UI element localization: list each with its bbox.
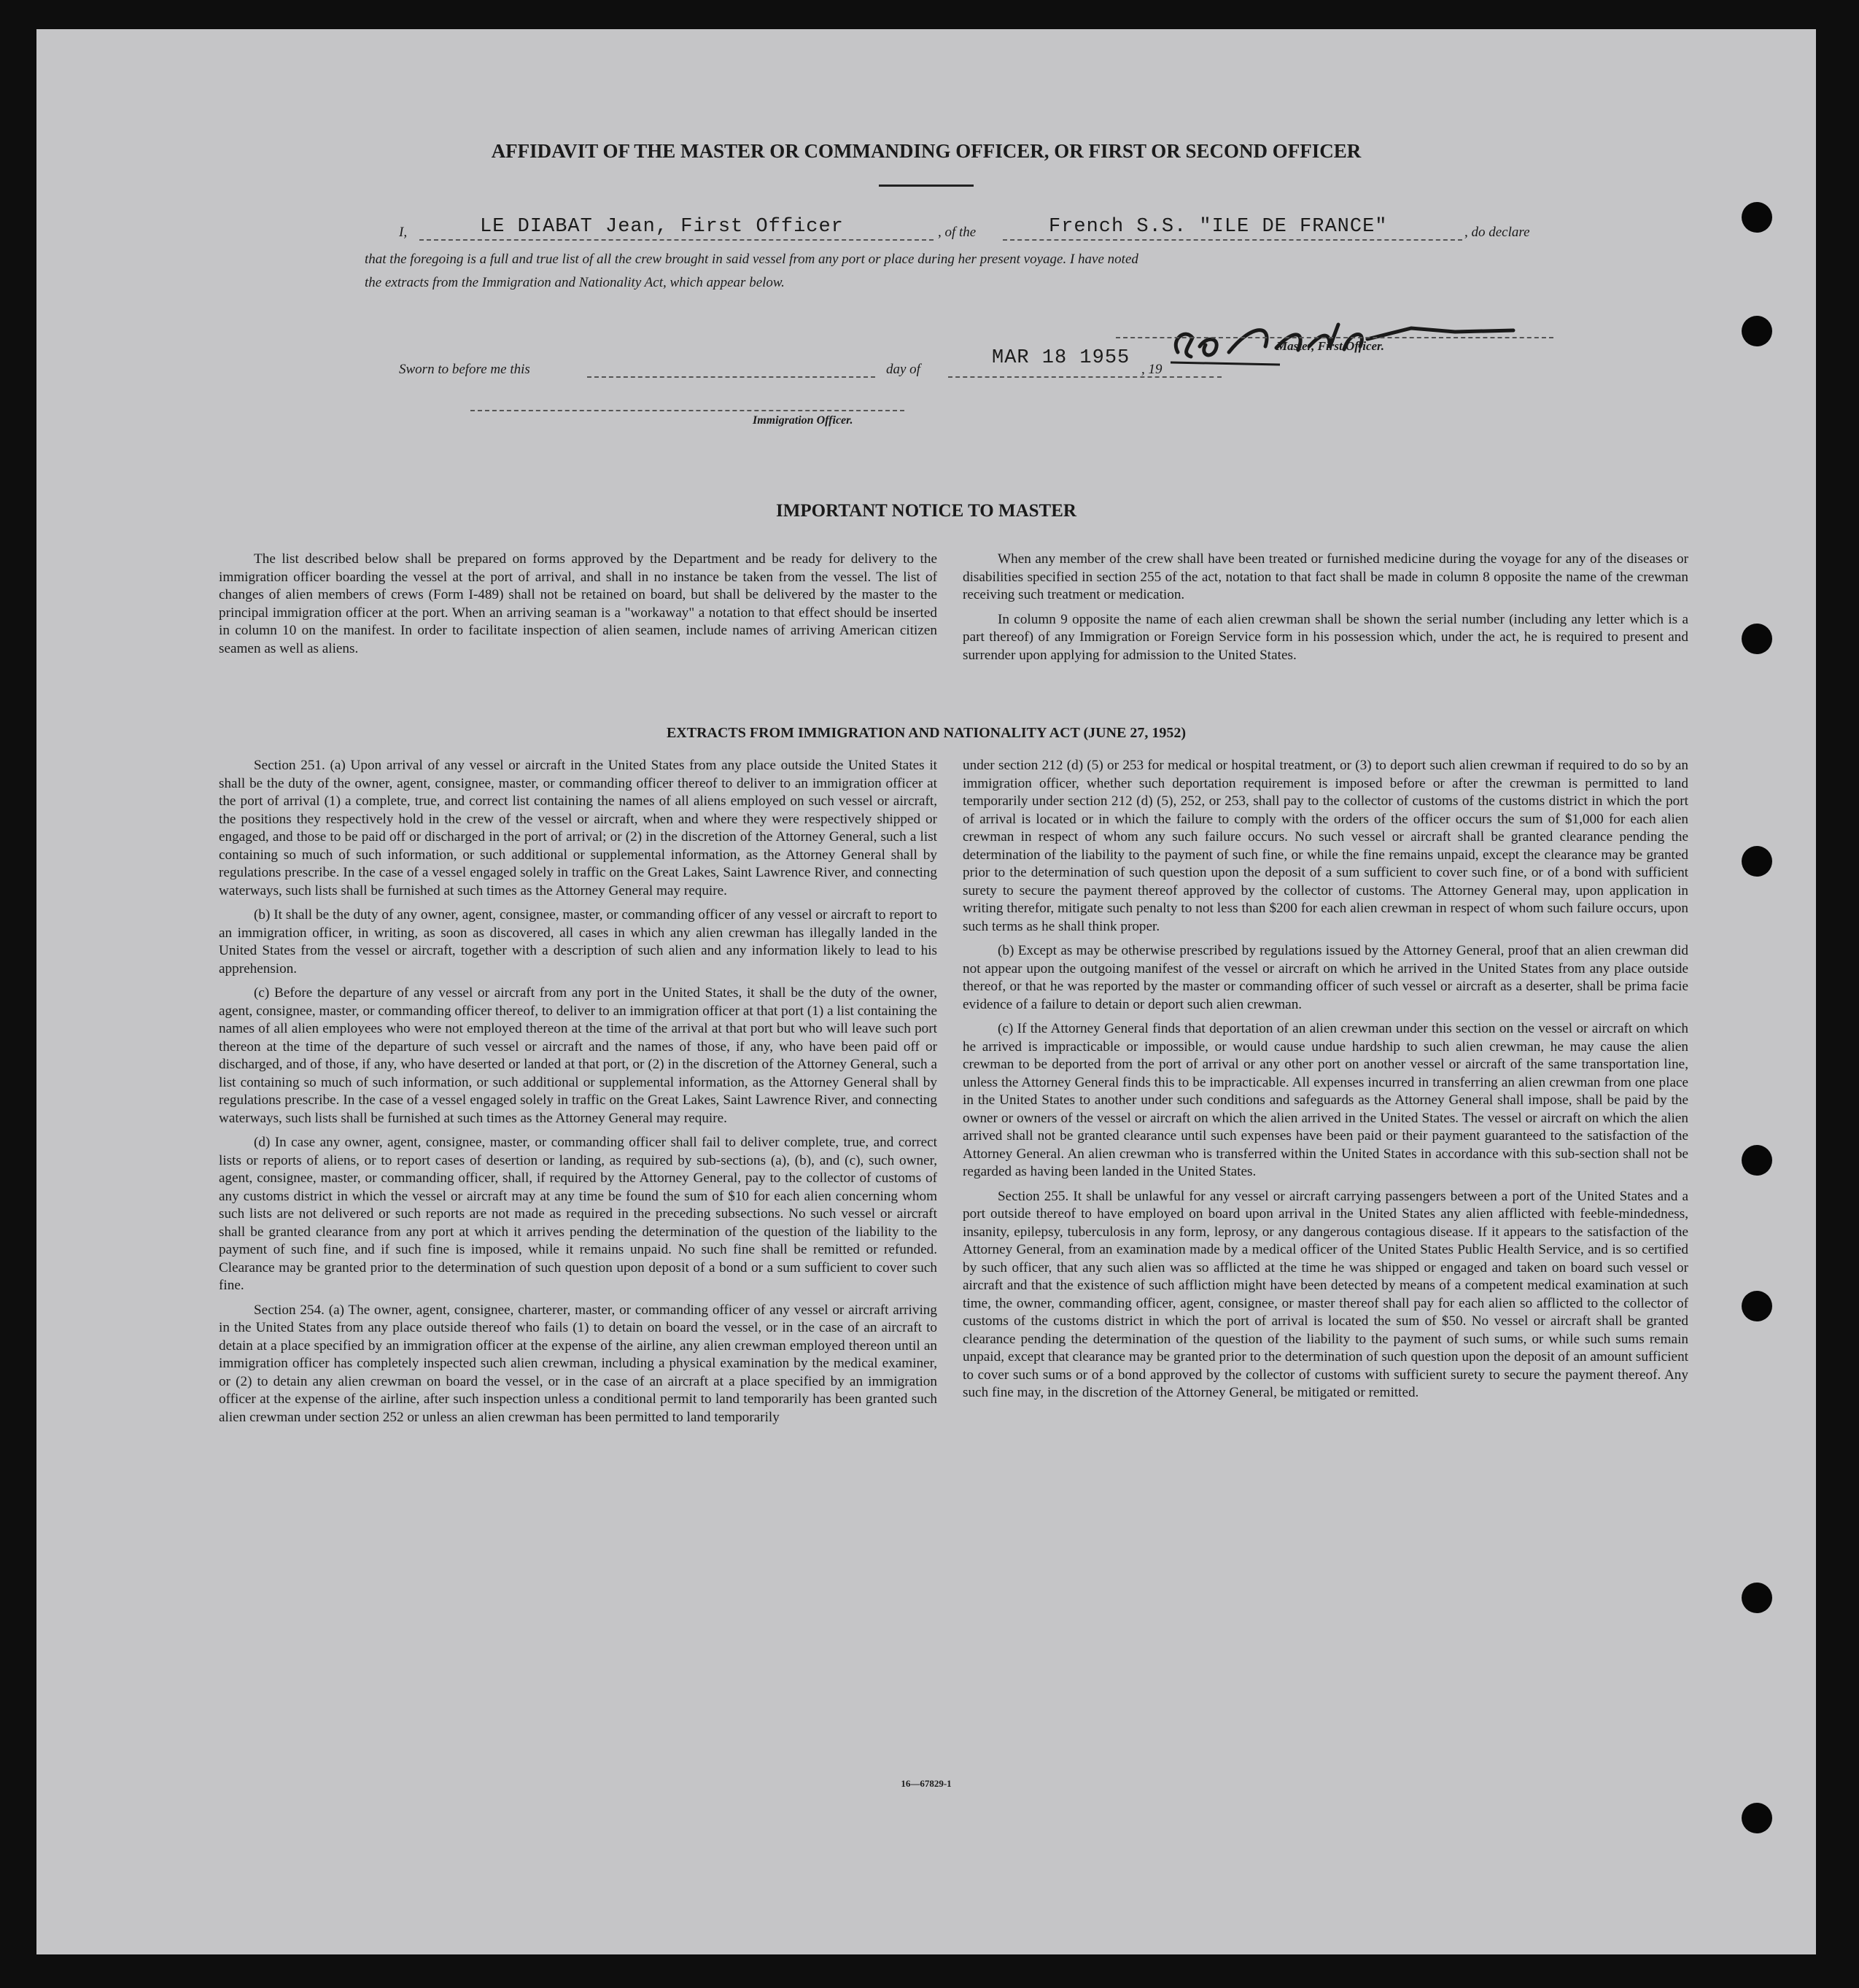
extract-right-section-254b: (b) Except as may be otherwise prescribed by regulations issued by the Attorney General, proof that an alien crewman did not appear upon the outgoing manifest of the vessel or aircraft on which he arrived in the United States from any place outside thereof, or that he was reported by the master or commanding officer of such vessel or aircraft as a deserter, shall be prima facie evidence of a failure to detain or deport such alien crewman.	[963, 943, 1688, 1012]
vessel-name-field: French S.S. "ILE DE FRANCE"	[1049, 216, 1388, 238]
date-stamp: MAR 18 1955	[992, 347, 1130, 369]
title-rule	[879, 185, 974, 187]
day-of-label: day of	[886, 362, 920, 377]
binder-hole-2	[1742, 316, 1772, 346]
sworn-day-line	[587, 376, 875, 378]
year-suffix: , 19	[1141, 362, 1163, 377]
officer-name-line	[419, 239, 934, 241]
declaration-line-3: the extracts from the Immigration and Nationality Act, which appear below.	[365, 275, 785, 290]
do-declare-label: , do declare	[1464, 225, 1530, 240]
declaration-i-label: I,	[399, 225, 408, 240]
binder-hole-8	[1742, 1803, 1772, 1833]
extract-right-section-254c: (c) If the Attorney General finds that deportation of an alien crewman under this section on the vessel or aircraft on which he arrived is impracticable or impossible, or would cause undue hardship to such alien crewman, he may cause the alien crewman to be deported from the port of arrival or any other port on another vessel or aircraft of the same transportation line, unless the Attorney General finds this to be impracticable. All expenses incurred in transferring an alien crewman from one place in the United States to another under such conditions and safeguards as the Attorney General shall impose, shall be paid by the owner or owners of the vessel or aircraft on which the alien arrived in the United States. The vessel or aircraft on which the alien arrived shall not be granted clearance until such expenses have been paid or their payment guaranteed to the satisfaction of the Attorney General. An alien crewman who is transferred within the United States in accordance with this sub-section shall not be regarded as having been landed in the United States.	[963, 1021, 1688, 1179]
extract-right-section-255: Section 255. It shall be unlawful for any vessel or aircraft carrying passengers between a port of the United States and a port outside thereof to have employed on board upon arrival in the United States any alien afflicted with feeble-mindedness, insanity, epilepsy, tuberculosis in any form, leprosy, or any dangerous contagious disease. If it appears to the satisfaction of the Attorney General, from an examination made by a medical officer of the United States Public Health Service, and is so certified by such officer, that any such alien was so afflicted at the time he was shipped or engaged and taken on board such vessel or aircraft and that the existence of such affliction might have been detected by means of a competent medical examination at such time, the owner, commanding officer, agent, consignee, or master thereof shall pay for each alien so afflicted to the collector of customs of the customs district in which the port of arrival is located the sum of $50. No vessel or aircraft shall be granted clearance pending the determination of the question of the liability to the payment of such sums, or while such sums remain unpaid, except that clearance may be granted prior to the determination of such question upon the deposit of an amount sufficient to cover such sums or of a bond approved by the collector of customs with sufficient surety to secure the payment thereof. Any such fine may, in the discretion of the Attorney General, be mitigated or remitted.	[963, 1188, 1688, 1400]
officer-name-field: LE DIABAT Jean, First Officer	[480, 216, 844, 238]
document-sheet	[36, 29, 1816, 1954]
binder-hole-3	[1742, 624, 1772, 654]
extracts-right-column	[963, 757, 1688, 1409]
extract-right-section-254a-cont: under section 212 (d) (5) or 253 for medical or hospital treatment, or (3) to deport such alien crewman if required to do so by an immigration officer, whether such deportation requirement is imposed before or after the crewman is permitted to land temporarily under section 212 (d) (5), 252, or 253, shall pay to the collector of customs of the customs district in which the port of arrival is located or in which the failure to comply with the orders of the officer occurs the sum of $1,000 for each alien crewman in respect of whom any such failure occurs. No such vessel or aircraft shall be granted clearance pending the determination of the liability to the payment of such fine, or while the fine remains unpaid, except the clearance may be granted prior to the determination of such question upon the deposit of a sum sufficient to cover such fine, or of a bond with sufficient surety to secure the payment thereof approved by the collector of customs. The Attorney General may, upon application in writing therefor, mitigate such penalty to not less than $200 for each alien crewman in respect of whom such failure occurs, upon such terms as he shall think proper.	[963, 758, 1688, 934]
extract-left-section-251c: (c) Before the departure of any vessel or aircraft from any port in the United States, it shall be the duty of the owner, agent, consignee, master, or commanding officer thereof, to deliver to an immigration officer at that port (1) a list containing the names of all alien employees who were not employed thereon at the time of the arrival at that port but who will leave such port thereon at the time of the departure of such vessel or aircraft and the names of those, if any, who have been paid off or discharged, and of those, if any, who have deserted or landed at that port, or (2) in the discretion of the Attorney General, such a list containing so much of such information, or such additional or supplemental information, as the Attorney General shall by regulations prescribe. In the case of a vessel engaged solely in traffic on the Great Lakes, Saint Lawrence River, and connecting waterways, such lists shall be furnished at such times as the Attorney General may require.	[219, 985, 937, 1126]
extract-left-section-254a: Section 254. (a) The owner, agent, consignee, charterer, master, or commanding officer of any vessel or aircraft arriving in the United States from any place outside thereof who fails (1) to detain on board the vessel, or in the case of an aircraft to detain at a place specified by an immigration officer at the expense of the airline, any alien crewman employed thereon until an immigration officer has completely inspected such alien crewman, including a physical examination by the medical examiner, or (2) to detain any alien crewman on board the vessel, or in the case of an aircraft at a place specified by an immigration officer at the expense of the airline, after such inspection unless a conditional permit to land temporarily has been granted such alien crewman under section 252 or unless an alien crewman has been permitted to land temporarily	[219, 1302, 937, 1425]
extract-left-section-251b: (b) It shall be the duty of any owner, agent, consignee, master, or commanding officer of any vessel or aircraft to report to an immigration officer, in writing, as soon as discovered, all cases in which any alien crewman has illegally landed in the United States from the vessel or aircraft, together with a description of such alien and any information likely to lead to his apprehension.	[219, 907, 937, 976]
extract-left-section-251a: Section 251. (a) Upon arrival of any vessel or aircraft in the United States from any place outside the United States it shall be the duty of the owner, agent, consignee, master, or commanding officer thereof to deliver to an immigration officer at the port of arrival (1) a complete, true, and correct list containing the names of all aliens employed on such vessel or aircraft, the positions they respectively hold in the crew of the vessel or aircraft, when and where they were respectively shipped or engaged, and those to be paid off or discharged in the port of arrival; or (2) in the discretion of the Attorney General, such a list containing so much of such information, or such additional or supplemental information, as the Attorney General shall by regulations prescribe. In the case of a vessel engaged solely in traffic on the Great Lakes, Saint Lawrence River, and connecting waterways, such lists shall be furnished at such times as the Attorney General may require.	[219, 758, 937, 898]
of-the-label: , of the	[938, 225, 977, 240]
immigration-officer-label: Immigration Officer.	[753, 414, 853, 427]
notice-right-paragraph-1: When any member of the crew shall have been treated or furnished medicine during the voyage for any of the diseases or disabilities specified in section 255 of the act, notation to that fact shall be made in column 8 opposite the name of the crewman receiving such treatment or medication.	[963, 551, 1688, 602]
sworn-label: Sworn to before me this	[399, 362, 530, 377]
signature-title: Master, First Officer.	[1276, 339, 1384, 353]
signature-line	[1116, 337, 1553, 338]
binder-hole-4	[1742, 846, 1772, 877]
notice-right-column	[963, 551, 1688, 671]
notice-title: IMPORTANT NOTICE TO MASTER	[776, 501, 1076, 521]
extracts-left-column	[219, 757, 937, 1433]
affidavit-title: AFFIDAVIT OF THE MASTER OR COMMANDING OFFICER, OR FIRST OR SECOND OFFICER	[491, 140, 1362, 162]
notice-right-paragraph-2: In column 9 opposite the name of each alien crewman shall be shown the serial number (including any letter which is a part thereof) of any Immigration or Foreign Service form in his possession which, under the act, he is required to present and surrender upon applying for admission to the United States.	[963, 611, 1688, 663]
binder-hole-6	[1742, 1291, 1772, 1321]
binder-hole-7	[1742, 1583, 1772, 1613]
extract-left-section-251d: (d) In case any owner, agent, consignee, master, or commanding officer shall fail to deliver complete, true, and correct lists or reports of aliens, or to report cases of desertion or landing, as required by sub-sections (a), (b), and (c), such owner, agent, consignee, master, or commanding officer, shall, if required by the Attorney General, pay to the collector of customs of any customs district in which the vessel or aircraft may at any time be found the sum of $10 for each alien concerning whom such lists are not delivered or such reports are not made as required in the preceding subsections. No such vessel or aircraft shall be granted clearance from any port at which it arrives pending the determination of the question of the liability to the payment of such fine, and if such fine is imposed, while it remains unpaid. No such fine shall be remitted or refunded. Clearance may be granted prior to the determination of such question upon deposit of a bond or a sum sufficient to cover such fine.	[219, 1135, 937, 1293]
year-line	[1178, 376, 1222, 378]
binder-hole-1	[1742, 202, 1772, 233]
vessel-name-line	[1003, 239, 1462, 241]
notice-left-column	[219, 551, 937, 664]
form-number: 16—67829-1	[901, 1778, 952, 1789]
extracts-title: EXTRACTS FROM IMMIGRATION AND NATIONALITY ACT (JUNE 27, 1952)	[666, 725, 1187, 741]
notice-left-paragraph: The list described below shall be prepared on forms approved by the Department and be ready for delivery to the immigration officer boarding the vessel at the port of arrival, and shall in no instance be taken from the vessel. The list of changes of alien members of crews (Form I-489) shall not be retained on board, but shall be delivered by the master to the principal immigration officer at the port. When an arriving seaman is a "workaway" a notation to that effect should be inserted in column 10 on the manifest. In order to facilitate inspection of alien seamen, include names of arriving American citizen seamen as well as aliens.	[219, 551, 937, 656]
immigration-officer-line	[470, 410, 904, 411]
binder-hole-5	[1742, 1145, 1772, 1176]
handwritten-signature	[1149, 295, 1535, 376]
declaration-line-2: that the foregoing is a full and true list of all the crew brought in said vessel from any port or place during her present voyage. I have noted	[365, 252, 1138, 267]
